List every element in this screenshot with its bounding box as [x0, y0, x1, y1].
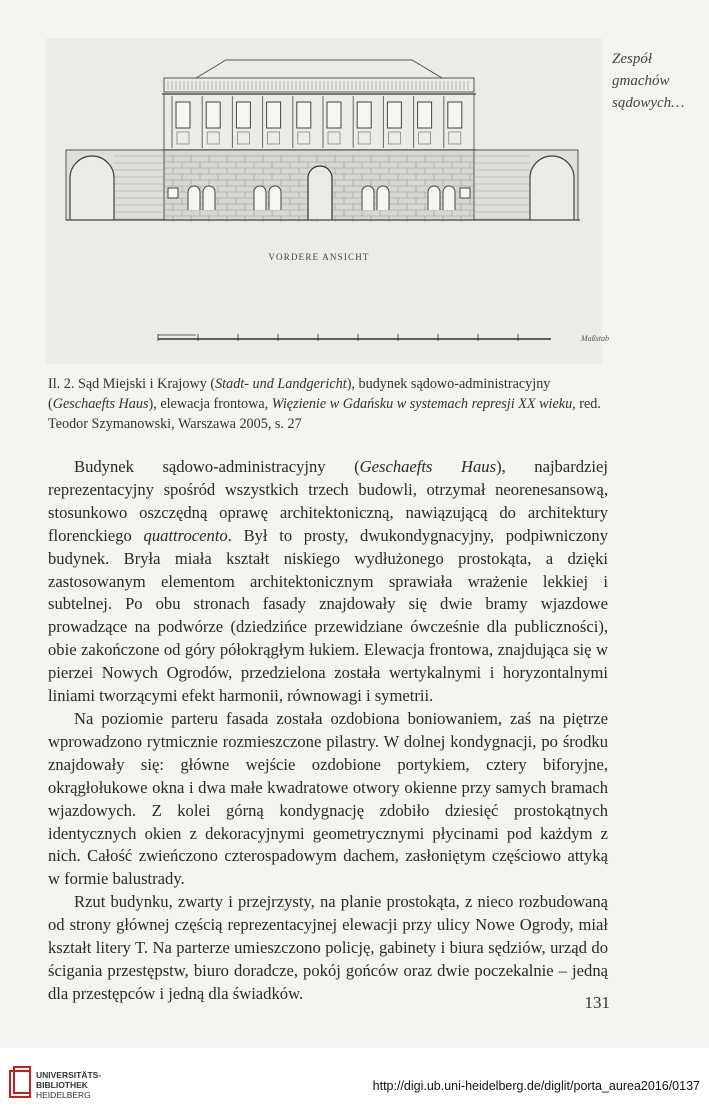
source-url-link[interactable]: http://digi.ub.uni-heidelberg.de/diglit/porta_aurea2016/0137: [372, 1079, 700, 1093]
paragraph-italic: Geschaefts Haus: [359, 457, 497, 476]
page-number: 131: [584, 993, 610, 1012]
caption-text: ), elewacja frontowa,: [148, 396, 272, 412]
paragraph-text: ), najbardziej reprezentacyjny spośród wszystkich trzech budowli, otrzymał neorenesansową, stosunkowo oszczędną oprawę architektoniczną, nawiązującą do architektury florenckiego: [48, 457, 608, 545]
figure-caption: [48, 374, 608, 434]
scale-handwriting: Maßstab: [581, 334, 609, 343]
caption-text: , red. Teodor Szymanowski, Warszawa 2005, s. 27: [48, 396, 601, 432]
paragraph: Rzut budynku, zwarty i przejrzysty, na planie prostokąta, z nieco rozbudowaną od strony głównej częścią reprezentacyjnej elewacji przy ulicy Nowe Ogrody, miał kształt litery T. Na parterze umieszczono policję, gabinety i biura sędziów, urząd do ścigania przestępstw, biuro doradcze, pokój gońców oraz dwie poczekalnie – jedną dla przestępców i jedną dla świadków.: [48, 892, 608, 1003]
paragraph-text: Budynek sądowo-administracyjny (: [74, 457, 360, 476]
facade-elevation-drawing: [46, 38, 609, 364]
body-text: [48, 456, 608, 1006]
caption-italic: Więzienie w Gdańsku w systemach represji XX wieku: [271, 396, 573, 412]
margin-note-line: Zespół: [612, 51, 653, 67]
caption-italic: Geschaefts Haus: [52, 396, 149, 412]
paragraph-italic: quattrocento: [143, 525, 228, 545]
library-name: [36, 1070, 101, 1100]
paragraph: Na poziomie parteru fasada została ozdobiona boniowaniem, zaś na piętrze wprowadzono rytmicznie rozmieszczone pilastry. W dolnej kondygnacji, po środku znajdowały się: główne wejście ozdobione portykiem, cztery biforyjne, okrągłołukowe okna i dwa małe kwadratowe otwory okienne przy samych bramach wjazdowych. Z kolei górną kondygnację zdobiło dziesięć prostokątnych identycznych okien z dekoracyjnymi geometrycznymi płycinami pod każdym z nich. Całość zwieńczono czterospadowym dachem, zasłoniętym częściowo attyką w formie balustrady.: [48, 708, 608, 889]
margin-note-line: gmachów: [612, 73, 670, 89]
caption-text: ), budynek sądowo-administracyjny (: [48, 376, 551, 412]
paragraph-text: . Był to prosty, dwukondygnacyjny, podpiwniczony budynek. Bryła miała kształt niskiego wydłużonego prostokąta, a dzięki zastosowanym elementom architektonicznym sprawiała wrażenie lekkiej i subtelnej. Po obu stronach fasady znajdowały się dwie bramy wjazdowe prowadzące na podwórze (dziedzińce przewidziane ówcześnie dla publiczności), obie zakończone od góry półokrągłym łukiem. Elewacja frontowa, znajdująca się w pierzei Nowych Ogrodów, przedzielona została wertykalnymi i horyzontalnymi liniami tworzącymi efekt harmonii, równowagi i symetrii.: [48, 525, 608, 706]
library-logo-icon: [8, 1065, 32, 1099]
library-line: HEIDELBERG: [36, 1090, 91, 1100]
caption-text: Il. 2. Sąd Miejski i Krajowy (: [48, 376, 216, 392]
drawing-label: VORDERE ANSICHT: [268, 252, 370, 262]
caption-italic: Stadt- und Landgericht: [215, 376, 347, 392]
library-line: BIBLIOTHEK: [36, 1080, 88, 1090]
library-line: UNIVERSITÄTS-: [36, 1070, 102, 1080]
margin-note-line: sądowych…: [612, 95, 685, 111]
facade-drawing-figure: [46, 38, 609, 364]
paragraph: [48, 456, 608, 708]
margin-note: [612, 48, 702, 114]
